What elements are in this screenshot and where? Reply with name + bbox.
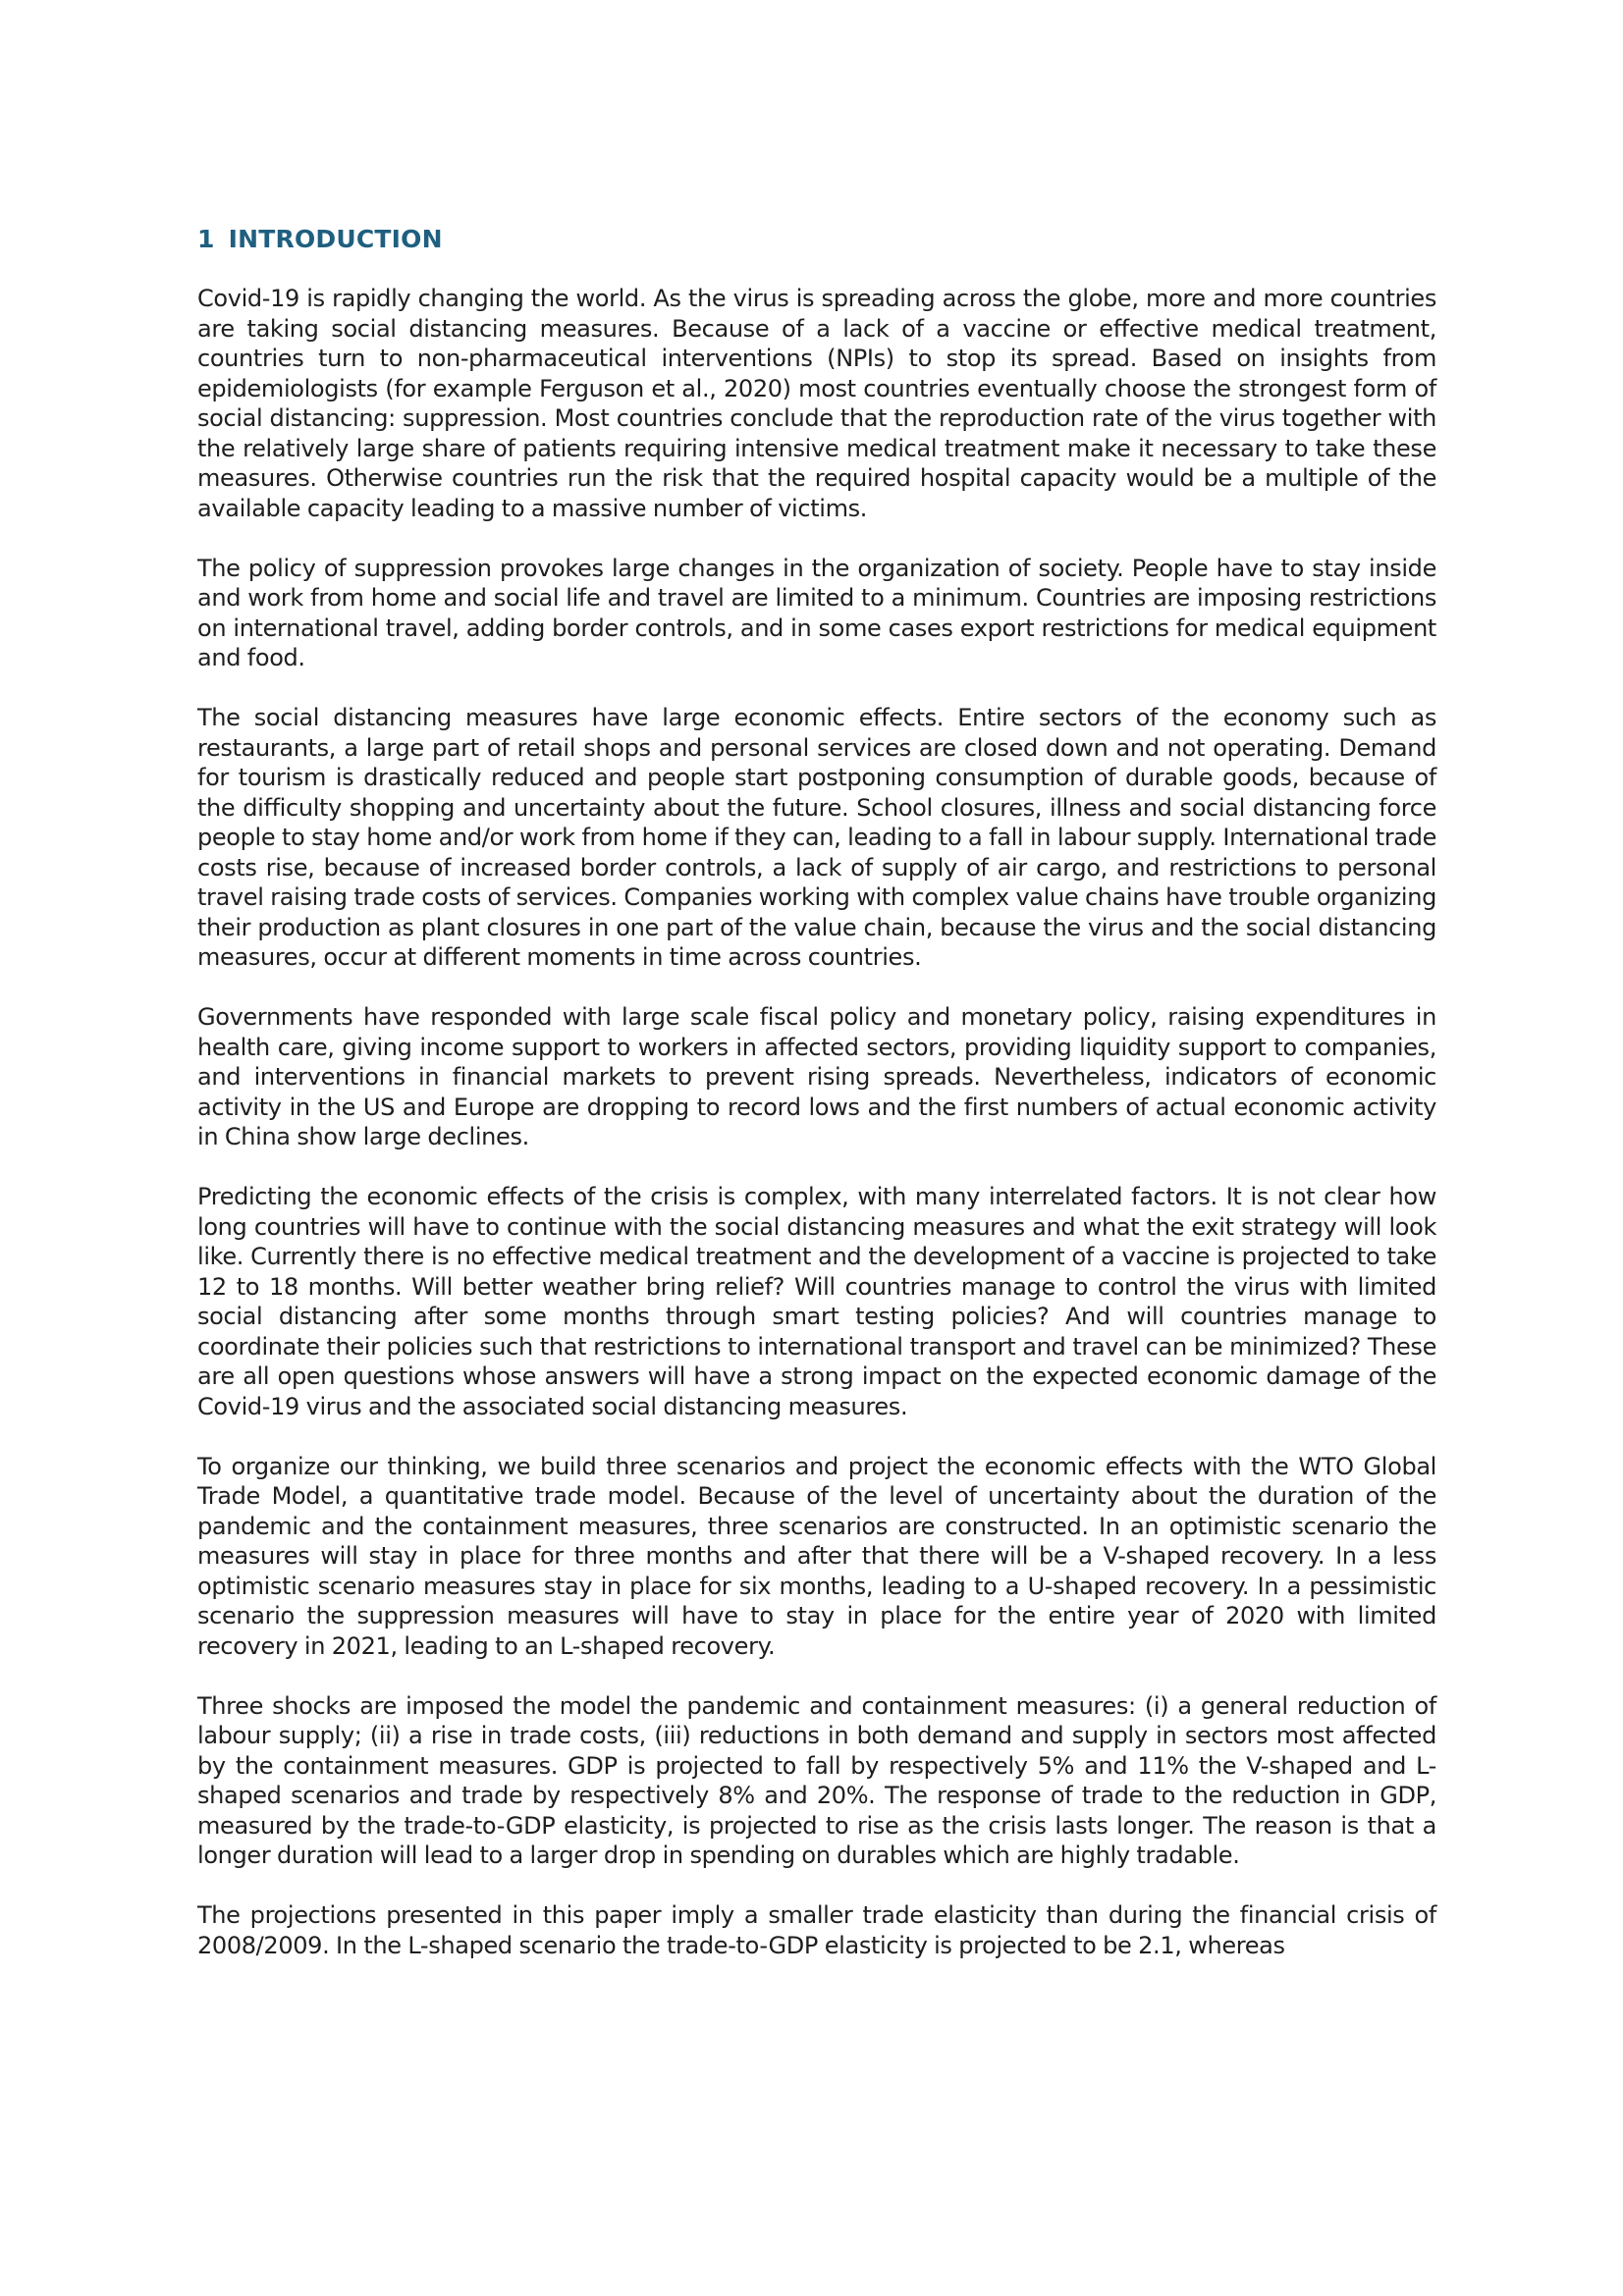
- section-heading: [197, 225, 1436, 254]
- paragraph-predicting-effects: Predicting the economic effects of the crisis is complex, with many interrelated factors. It is not clear how long countries will have to continue with the social distancing measures and what the exit strategy will look like. Currently there is no effective medical treatment and the development of a vaccine is projected to take 12 to 18 months. Will better weather bring relief? Will countries manage to control the virus with limited social distancing after some months through smart testing policies? And will countries manage to coordinate their policies such that restrictions to international transport and travel can be minimized? These are all open questions whose answers will have a strong impact on the expected economic damage of the Covid-19 virus and the associated social distancing measures.: [197, 1183, 1436, 1420]
- paragraph-three-shocks: Three shocks are imposed the model the pandemic and containment measures: (i) a general reduction of labour supply; (ii) a rise in trade costs, (iii) reductions in both demand and supply in sectors most affected by the containment measures. GDP is projected to fall by respectively 5% and 11% the V-shaped and L-shaped scenarios and trade by respectively 8% and 20%. The response of trade to the reduction in GDP, measured by the trade-to-GDP elasticity, is projected to rise as the crisis lasts longer. The reason is that a longer duration will lead to a larger drop in spending on durables which are highly tradable.: [197, 1691, 1436, 1869]
- page-content: [197, 225, 1436, 1960]
- paragraph-policy-of-suppression: The policy of suppression provokes large changes in the organization of society. People have to stay inside and work from home and social life and travel are limited to a minimum. Countries are imposing restrictions on international travel, adding border controls, and in some cases export restrictions for medical equipment and food.: [197, 554, 1436, 671]
- paragraph-trade-elasticity: The projections presented in this paper imply a smaller trade elasticity than during the financial crisis of 2008/2009. In the L-shaped scenario the trade-to-GDP elasticity is projected to be 2.1, whereas: [197, 1901, 1436, 1959]
- section-number: 1: [197, 225, 215, 253]
- section-title: INTRODUCTION: [228, 225, 443, 253]
- paragraph-three-scenarios: To organize our thinking, we build three scenarios and project the economic effects with the WTO Global Trade Model, a quantitative trade model. Because of the level of uncertainty about the duration of the pandemic and the containment measures, three scenarios are constructed. In an optimistic scenario the measures will stay in place for three months and after that there will be a V-shaped recovery. In a less optimistic scenario measures stay in place for six months, leading to a U-shaped recovery. In a pessimistic scenario the suppression measures will have to stay in place for the entire year of 2020 with limited recovery in 2021, leading to an L-shaped recovery.: [197, 1452, 1436, 1660]
- paragraph-economic-effects: The social distancing measures have large economic effects. Entire sectors of the economy such as restaurants, a large part of retail shops and personal services are closed down and not operating. Demand for tourism is drastically reduced and people start postponing consumption of durable goods, because of the difficulty shopping and uncertainty about the future. School closures, illness and social distancing force people to stay home and/or work from home if they can, leading to a fall in labour supply. International trade costs rise, because of increased border controls, a lack of supply of air cargo, and restrictions to personal travel raising trade costs of services. Companies working with complex value chains have trouble organizing their production as plant closures in one part of the value chain, because the virus and the social distancing measures, occur at different moments in time across countries.: [197, 704, 1436, 971]
- paragraph-government-response: Governments have responded with large scale fiscal policy and monetary policy, raising expenditures in health care, giving income support to workers in affected sectors, providing liquidity support to companies, and interventions in financial markets to prevent rising spreads. Nevertheless, indicators of economic activity in the US and Europe are dropping to record lows and the first numbers of actual economic activity in China show large declines.: [197, 1003, 1436, 1150]
- paragraph-covid-changing-world: Covid-19 is rapidly changing the world. As the virus is spreading across the globe, more and more countries are taking social distancing measures. Because of a lack of a vaccine or effective medical treatment, countries turn to non-pharmaceutical interventions (NPIs) to stop its spread. Based on insights from epidemiologists (for example Ferguson et al., 2020) most countries eventually choose the strongest form of social distancing: suppression. Most countries conclude that the reproduction rate of the virus together with the relatively large share of patients requiring intensive medical treatment make it necessary to take these measures. Otherwise countries run the risk that the required hospital capacity would be a multiple of the available capacity leading to a massive number of victims.: [197, 285, 1436, 522]
